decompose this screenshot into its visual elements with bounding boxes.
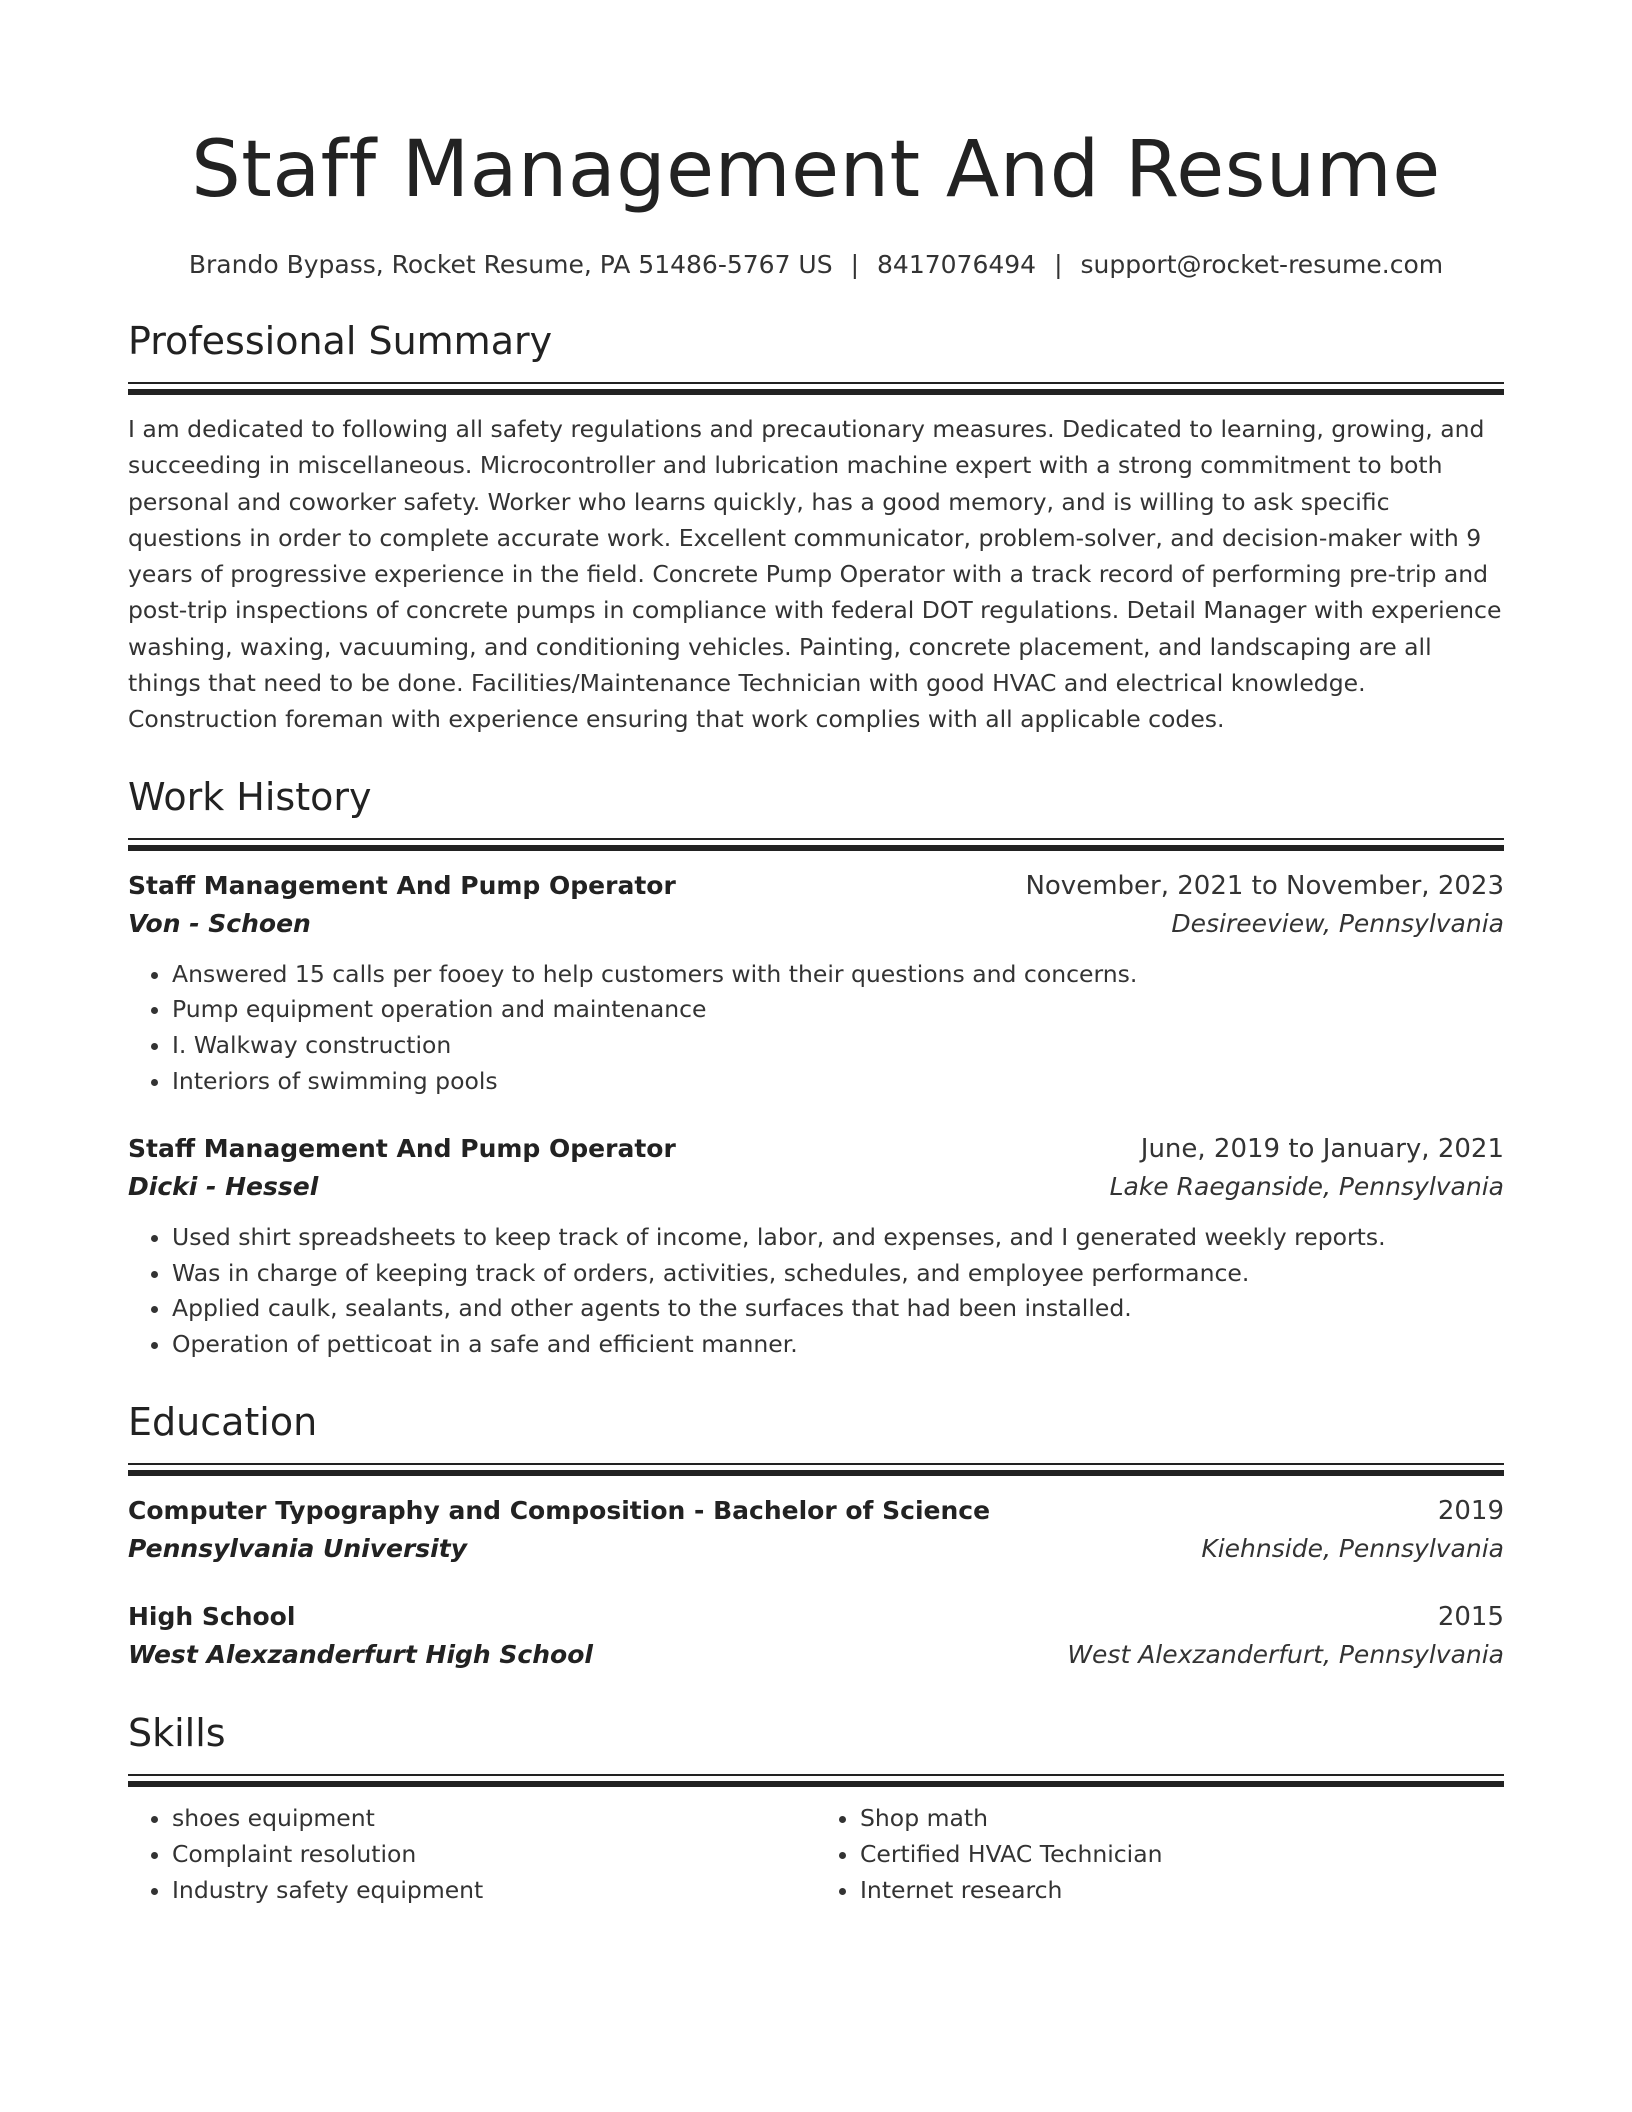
contact-line — [128, 248, 1504, 282]
skills-columns — [128, 1801, 1504, 1908]
job-duty: • Answered 15 calls per fooey to help customers with their questions and concerns. — [172, 957, 1504, 993]
section-divider — [128, 382, 1504, 395]
job-company: Dicki - Hessel — [128, 1171, 319, 1201]
skills-heading: Skills — [128, 1711, 226, 1756]
degree: Computer Typography and Composition - Bachelor of Science — [128, 1496, 991, 1526]
summary-text: I am dedicated to following all safety regulations and precautionary measures. Dedicated to learning, growing, and succeeding in miscellaneous. Microcontroller and lubrication machine expert with a strong commitment to both personal and coworker safety. Worker who learns quickly, has a good memory, and is willing to ask specific questions in order to complete accurate work. Excellent communicator, problem-solver, and decision-maker with 9 years of progressive experience in the field. Concrete Pump Operator with a track record of performing pre-trip and post-trip inspections of concrete pumps in compliance with federal DOT regulations. Detail Manager with experience washing, waxing, vacuuming, and conditioning vehicles. Painting, concrete placement, and landscaping are all things that need to be done. Facilities/Maintenance Technician with good HVAC and electrical knowledge. Construction foreman with experience ensuring that work complies with all applicable codes. — [128, 415, 1502, 734]
school-name: West Alexzanderfurt High School — [128, 1640, 593, 1670]
school-location: Kiehnside, Pennsylvania — [1201, 1534, 1504, 1564]
skill-item: • Internet research — [860, 1873, 1504, 1909]
education-entry — [128, 1598, 1504, 1674]
job-title: Staff Management And Pump Operator — [128, 1133, 676, 1163]
skill-item: • Certified HVAC Technician — [860, 1837, 1504, 1873]
job-location: Desireeview, Pennsylvania — [1171, 908, 1504, 938]
graduation-year: 2015 — [1437, 1602, 1504, 1633]
section-divider — [128, 1463, 1504, 1476]
job-duty: • I. Walkway construction — [172, 1028, 1504, 1064]
summary-section — [128, 316, 1504, 738]
contact-separator: | — [850, 250, 860, 279]
job-title: Staff Management And Pump Operator — [128, 870, 676, 900]
job-duty: • Interiors of swimming pools — [172, 1064, 1504, 1100]
job-dates: June, 2019 to January, 2021 — [1140, 1133, 1504, 1164]
school-name: Pennsylvania University — [128, 1534, 468, 1564]
work-history-heading: Work History — [128, 774, 372, 819]
education-section — [128, 1397, 1504, 1674]
skill-item: • Complaint resolution — [172, 1837, 816, 1873]
skills-section — [128, 1708, 1504, 1908]
summary-heading: Professional Summary — [128, 319, 553, 363]
graduation-year: 2019 — [1437, 1496, 1504, 1527]
contact-phone: 8417076494 — [877, 250, 1037, 279]
education-heading: Education — [128, 1400, 318, 1445]
work-history-section — [128, 772, 1504, 1363]
job-company: Von - Schoen — [128, 908, 311, 938]
job-duty: • Pump equipment operation and maintenance — [172, 992, 1504, 1028]
degree: High School — [128, 1602, 296, 1632]
section-divider — [128, 1774, 1504, 1787]
skills-list-right — [816, 1801, 1504, 1908]
job-dates: November, 2021 to November, 2023 — [1025, 870, 1504, 901]
job-duties — [128, 957, 1504, 1100]
contact-address: Brando Bypass, Rocket Resume, PA 51486-5767 US — [188, 250, 833, 279]
skills-list-left — [128, 1801, 816, 1908]
skill-item: • Industry safety equipment — [172, 1873, 816, 1909]
job-duty: • Operation of petticoat in a safe and efficient manner. — [172, 1327, 1504, 1363]
skill-item: • shoes equipment — [172, 1801, 816, 1837]
job-duties — [128, 1220, 1504, 1363]
contact-email: support@rocket-resume.com — [1080, 250, 1444, 279]
job-entry — [128, 1130, 1504, 1363]
job-duty: • Applied caulk, sealants, and other agents to the surfaces that had been installed. — [172, 1291, 1504, 1327]
section-divider — [128, 838, 1504, 851]
job-duty: • Used shirt spreadsheets to keep track of income, labor, and expenses, and I generated weekly reports. — [172, 1220, 1504, 1256]
job-entry — [128, 867, 1504, 1100]
education-entry — [128, 1492, 1504, 1568]
candidate-name: Staff Management And Resume — [191, 125, 1441, 215]
job-location: Lake Raeganside, Pennsylvania — [1109, 1171, 1504, 1201]
school-location: West Alexzanderfurt, Pennsylvania — [1067, 1640, 1504, 1670]
job-duty: • Was in charge of keeping track of orders, activities, schedules, and employee performance. — [172, 1256, 1504, 1292]
skill-item: • Shop math — [860, 1801, 1504, 1837]
contact-separator: | — [1054, 250, 1063, 279]
